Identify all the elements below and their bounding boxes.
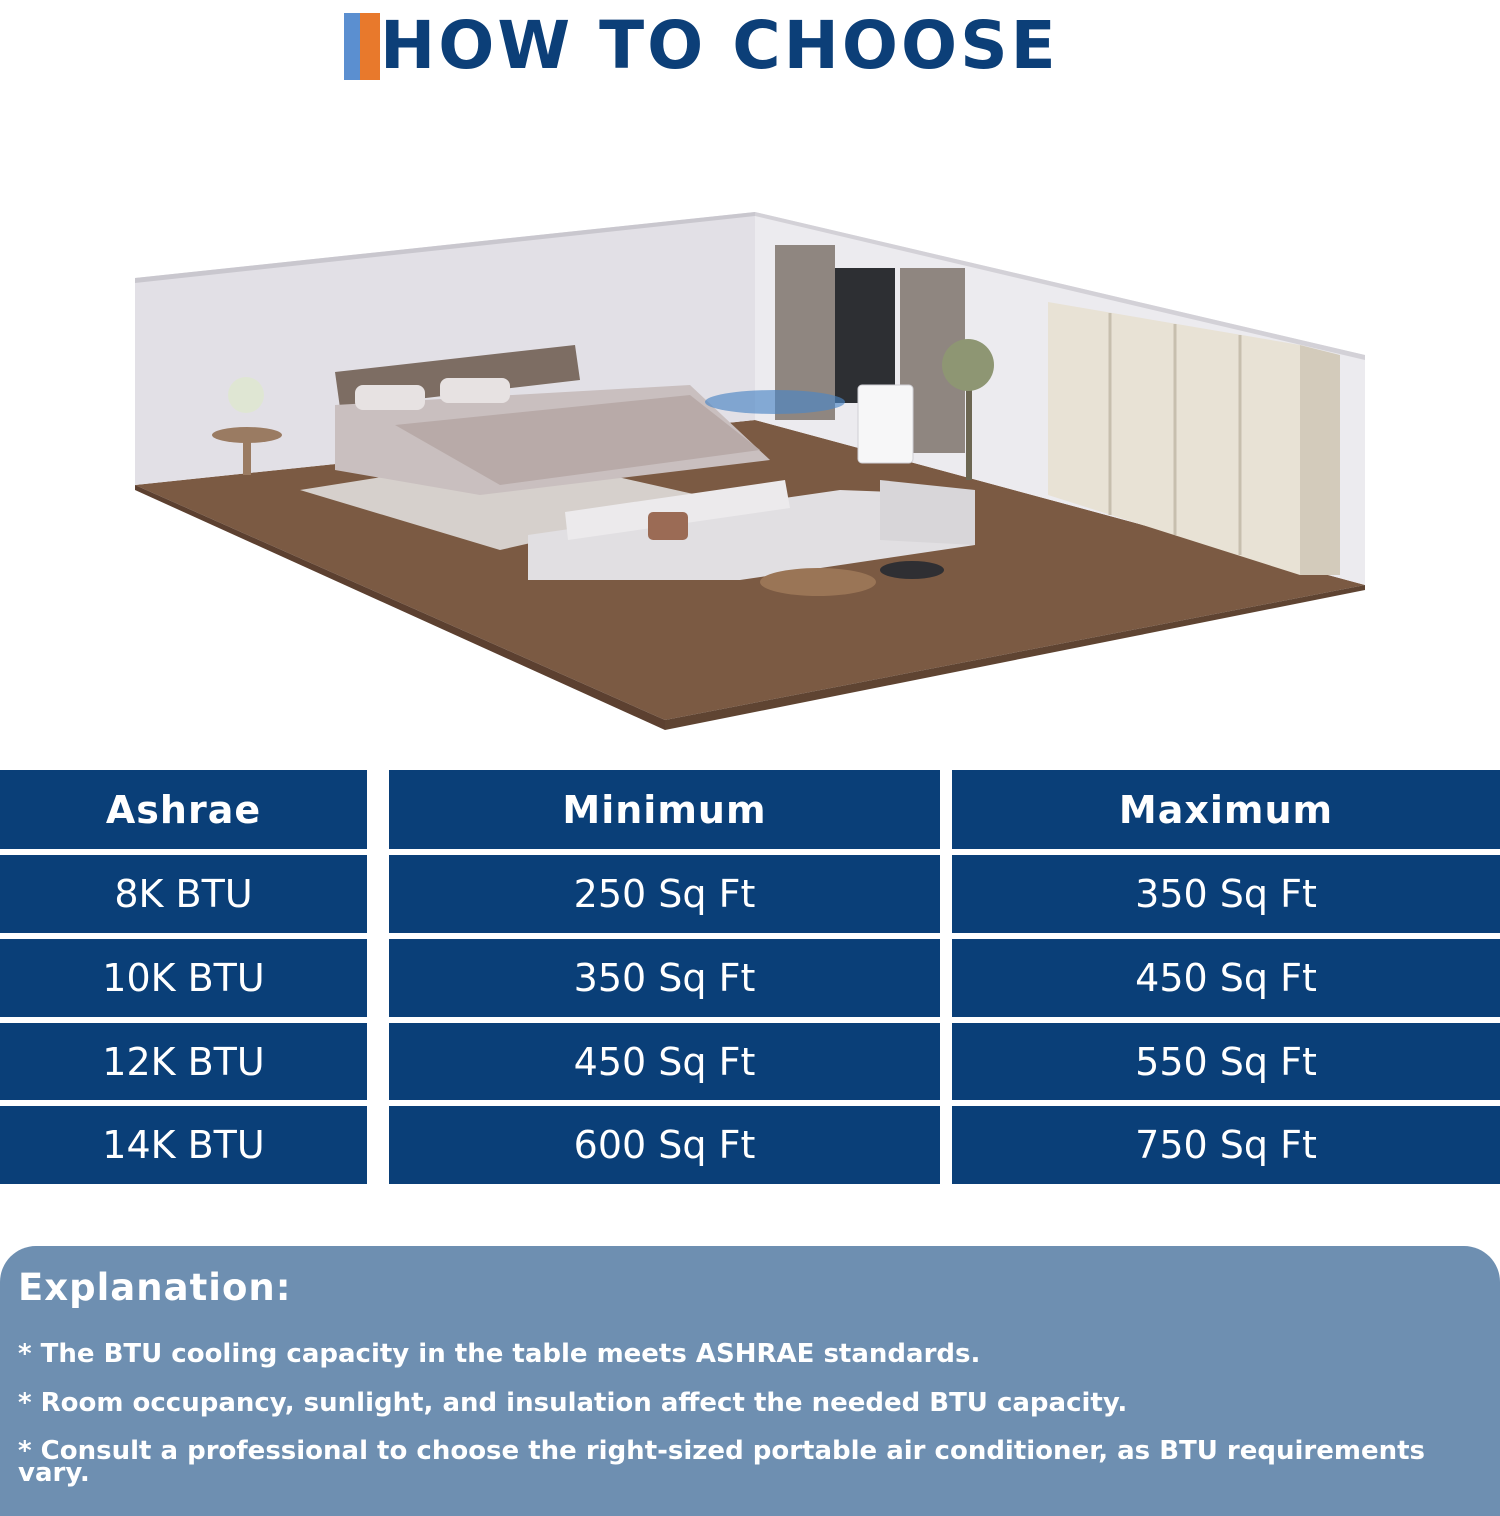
table-header-ashrae: Ashrae [0, 770, 367, 849]
sofa-arm [880, 480, 975, 545]
accent-bar-blue [344, 13, 360, 80]
table-cell: 600 Sq Ft [389, 1106, 940, 1184]
table-cell: 14K BTU [0, 1106, 367, 1184]
table-cell: 8K BTU [0, 855, 367, 933]
header [0, 7, 1500, 85]
explanation-heading: Explanation: [18, 1266, 292, 1309]
table-header-maximum: Maximum [952, 770, 1500, 849]
window [835, 268, 895, 403]
page-title: HOW TO CHOOSE [380, 7, 1059, 84]
room-illustration [0, 150, 1500, 770]
side-table-leg [243, 435, 251, 475]
table-cell: 10K BTU [0, 939, 367, 1017]
btu-table [0, 770, 1500, 1185]
coffee-table [760, 568, 876, 596]
table-cell: 12K BTU [0, 1023, 367, 1100]
plant-leaves [942, 339, 994, 391]
table-cell: 450 Sq Ft [952, 939, 1500, 1017]
wardrobe-side [1300, 345, 1340, 575]
explanation-panel [0, 1246, 1500, 1516]
table-cell: 350 Sq Ft [389, 939, 940, 1017]
accent-bar-orange [360, 13, 380, 80]
coffee-table-small [880, 561, 944, 579]
table-cell: 450 Sq Ft [389, 1023, 940, 1100]
table-cell: 750 Sq Ft [952, 1106, 1500, 1184]
explanation-note: * The BTU cooling capacity in the table meets ASHRAE standards. [18, 1339, 981, 1369]
flower-vase [228, 377, 264, 413]
pillow [355, 385, 425, 410]
cushion [648, 512, 688, 540]
table-cell: 250 Sq Ft [389, 855, 940, 933]
pillow [440, 378, 510, 403]
cool-air-flow [705, 390, 845, 414]
explanation-note: * Consult a professional to choose the right-sized portable air conditioner, as BTU requirements vary. [18, 1436, 1425, 1488]
explanation-note: * Room occupancy, sunlight, and insulation affect the needed BTU capacity. [18, 1388, 1128, 1418]
table-cell: 350 Sq Ft [952, 855, 1500, 933]
table-cell: 550 Sq Ft [952, 1023, 1500, 1100]
room-drawing [0, 150, 1500, 770]
plant-stem [966, 390, 972, 480]
table-header-minimum: Minimum [389, 770, 940, 849]
air-conditioner [858, 385, 913, 463]
